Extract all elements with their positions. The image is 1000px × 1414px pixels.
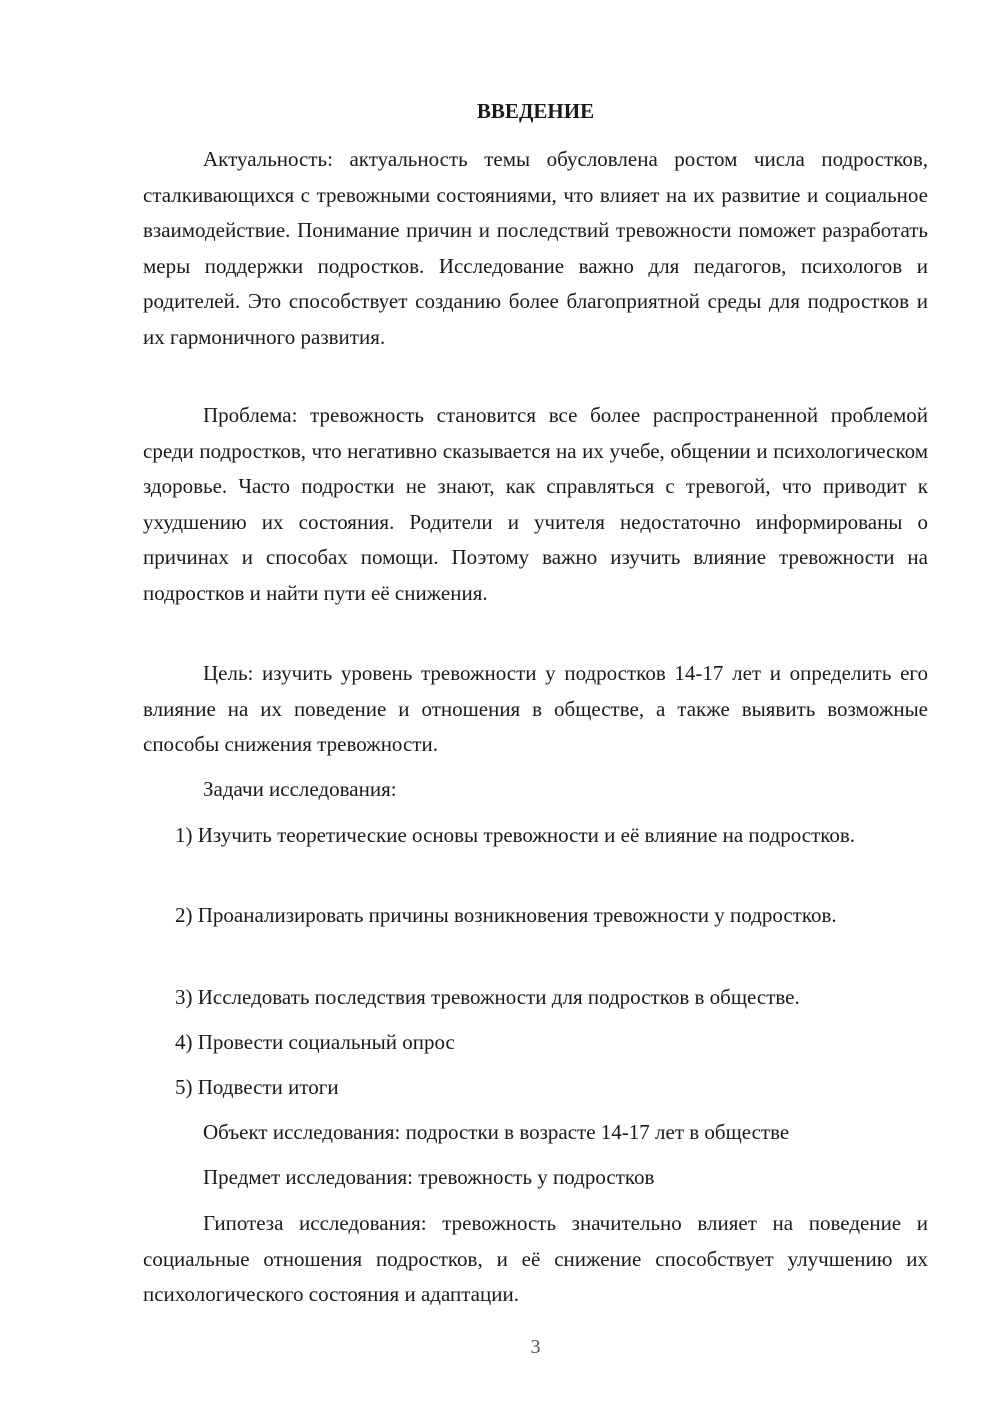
task-item-1: 1) Изучить теоретические основы тревожности и её влияние на подростков. xyxy=(175,823,856,847)
relevance-paragraph: Актуальность: актуальность темы обусловлена ростом числа подростков, сталкивающихся с тревожными состояниями, что влияет на их развитие и социальное взаимодействие. Понимание причин и последствий тревожности поможет разработать меры поддержки подростков. Исследование важно для педагогов, психологов и родителей. Это способствует созданию более благоприятной среды для подростков и их гармоничного развития. xyxy=(143,147,928,349)
object-paragraph: Объект исследования: подростки в возрасте 14-17 лет в обществе xyxy=(203,1120,790,1144)
subject-paragraph: Предмет исследования: тревожность у подростков xyxy=(203,1165,655,1189)
page-number: 3 xyxy=(530,1336,541,1358)
document-page xyxy=(143,0,928,1414)
task-item-5: 5) Подвести итоги xyxy=(175,1075,339,1099)
hypothesis-paragraph: Гипотеза исследования: тревожность значительно влияет на поведение и социальные отношения подростков, и её снижение способствует улучшению их психологического состояния и адаптации. xyxy=(143,1211,928,1307)
problem-paragraph: Проблема: тревожность становится все более распространенной проблемой среди подростков, что негативно сказывается на их учебе, общении и психологическом здоровье. Часто подростки не знают, как справляться с тревогой, что приводит к ухудшению их состояния. Родители и учителя недостаточно информированы о причинах и способах помощи. Поэтому важно изучить влияние тревожности на подростков и найти пути её снижения. xyxy=(143,403,928,605)
task-item-3: 3) Исследовать последствия тревожности для подростков в обществе. xyxy=(175,985,800,1009)
page-title: ВВЕДЕНИЕ xyxy=(476,99,595,123)
task-item-4: 4) Провести социальный опрос xyxy=(175,1030,455,1054)
goal-paragraph: Цель: изучить уровень тревожности у подростков 14-17 лет и определить его влияние на их поведение и отношения в обществе, а также выявить возможные способы снижения тревожности. xyxy=(143,661,928,757)
tasks-heading: Задачи исследования: xyxy=(203,777,397,801)
task-item-2: 2) Проанализировать причины возникновения тревожности у подростков. xyxy=(175,903,837,927)
